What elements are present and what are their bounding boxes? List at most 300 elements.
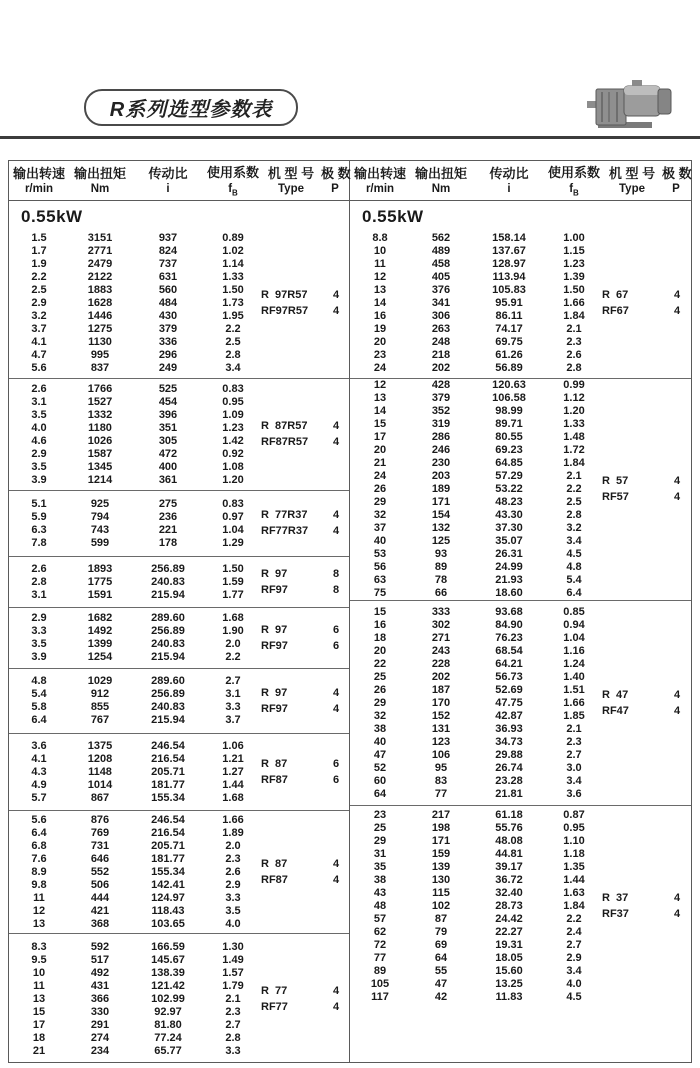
service-factor-value: 2.7 (566, 939, 582, 951)
service-factor-value: 0.94 (563, 618, 585, 631)
ratio-value: 61.18 (495, 809, 523, 821)
ratio-value: 472 (158, 447, 178, 460)
torque-value: 115 (432, 887, 450, 899)
speed-value: 117 (371, 991, 389, 1003)
table-left-half (9, 161, 350, 1062)
speed-value: 5.8 (31, 701, 47, 713)
service-factor-value: 0.92 (222, 447, 244, 460)
ratio-value: 121.42 (151, 979, 185, 992)
speed-value: 89 (373, 965, 387, 977)
model-type: RF67 (602, 305, 629, 317)
service-factor-value: 1.30 (222, 940, 244, 953)
torque-value: 263 (431, 323, 451, 335)
spec-row (350, 444, 602, 457)
service-factor-value: 1.72 (563, 444, 585, 456)
ratio-value: 26.31 (495, 548, 523, 560)
torque-value: 352 (431, 405, 451, 417)
torque-value: 3151 (87, 232, 113, 244)
service-factor-value: 1.44 (222, 778, 244, 791)
torque-value: 106 (431, 748, 451, 761)
torque-value: 376 (431, 284, 451, 296)
speed-value: 8.3 (31, 940, 47, 953)
type-row (261, 584, 349, 597)
service-factor-value: 1.40 (563, 670, 585, 683)
ratio-value: 35.07 (495, 535, 523, 547)
spec-row (350, 535, 602, 548)
ratio-value: 37.30 (495, 522, 523, 534)
torque-value: 492 (90, 966, 110, 979)
speed-value: 14 (373, 405, 387, 417)
spec-row (350, 978, 602, 991)
torque-value: 1399 (87, 638, 113, 650)
type-row (261, 1001, 349, 1014)
service-factor-value: 2.0 (225, 638, 241, 650)
torque-value: 319 (431, 418, 451, 430)
torque-value: 867 (90, 791, 110, 804)
speed-value: 4.0 (31, 421, 47, 434)
spec-row (9, 409, 261, 422)
spec-row (350, 874, 602, 887)
torque-value: 131 (431, 722, 451, 735)
type-group (602, 379, 691, 600)
ratio-value: 400 (158, 460, 178, 473)
spec-row (9, 941, 261, 954)
torque-value: 130 (431, 874, 451, 886)
spec-row (350, 470, 602, 483)
speed-value: 20 (373, 336, 387, 348)
header-service-factor: 使用系数 $f_B$ (206, 164, 259, 197)
torque-value: 592 (90, 940, 110, 953)
pole-count: 4 (673, 305, 681, 317)
speed-value: 20 (373, 644, 387, 657)
service-factor-value: 1.77 (222, 588, 244, 601)
pole-count: 4 (332, 289, 340, 301)
speed-value: 21 (373, 457, 387, 469)
ratio-value: 65.77 (154, 1044, 182, 1057)
torque-value: 152 (431, 709, 451, 722)
torque-value: 123 (431, 735, 451, 748)
torque-value: 552 (90, 865, 110, 878)
spec-row (350, 926, 602, 939)
service-factor-value: 3.1 (225, 688, 241, 700)
torque-value: 55 (434, 965, 448, 977)
spec-block (9, 811, 349, 934)
type-row (261, 420, 349, 433)
spec-row (9, 905, 261, 918)
service-factor-value: 1.79 (222, 979, 244, 992)
ratio-value: 118.43 (151, 904, 185, 917)
ratio-value: 221 (158, 523, 178, 536)
speed-value: 3.7 (31, 323, 47, 335)
speed-value: 18 (32, 1031, 46, 1044)
ratio-value: 289.60 (151, 612, 185, 624)
ratio-value: 216.54 (151, 752, 185, 765)
ratio-value: 64.85 (495, 457, 523, 469)
spec-row (350, 723, 602, 736)
service-factor-value: 1.51 (563, 683, 585, 696)
spec-row (350, 271, 602, 284)
pole-count: 4 (332, 525, 340, 537)
type-row (261, 436, 349, 449)
speed-value: 4.1 (31, 336, 47, 348)
service-factor-value: 1.48 (563, 431, 585, 443)
service-factor-value: 1.39 (563, 271, 585, 283)
service-factor-value: 3.2 (566, 522, 582, 534)
type-row (602, 491, 691, 504)
speed-value: 5.4 (31, 688, 47, 700)
spec-row (350, 952, 602, 965)
service-factor-value: 1.08 (222, 460, 244, 473)
service-factor-value: 1.73 (222, 297, 244, 309)
speed-value: 6.3 (31, 523, 47, 536)
service-factor-value: 0.99 (563, 379, 585, 391)
type-group (261, 229, 349, 378)
service-factor-value: 1.04 (222, 523, 244, 536)
service-factor-value: 2.6 (225, 865, 241, 878)
spec-row (9, 814, 261, 827)
service-factor-value: 1.50 (222, 562, 244, 575)
service-factor-value: 2.2 (225, 323, 241, 335)
service-factor-value: 1.42 (222, 434, 244, 447)
spec-row (9, 993, 261, 1006)
speed-value: 11 (374, 258, 386, 270)
model-type: RF77R37 (261, 525, 309, 537)
torque-value: 1254 (87, 651, 113, 663)
spec-row (9, 537, 261, 550)
spec-row (9, 474, 261, 487)
ratio-value: 336 (158, 336, 178, 348)
service-factor-value: 1.12 (563, 392, 585, 404)
ratio-value: 256.89 (151, 625, 185, 637)
service-factor-value: 1.68 (222, 612, 244, 624)
spec-block (9, 669, 349, 734)
speed-value: 4.7 (31, 349, 47, 361)
speed-value: 57 (373, 913, 387, 925)
pole-count: 4 (673, 491, 681, 503)
speed-value: 3.1 (31, 395, 47, 408)
ratio-value: 81.80 (154, 1018, 182, 1031)
service-factor-value: 3.4 (566, 535, 582, 547)
torque-value: 1026 (87, 434, 113, 447)
speed-value: 6.4 (31, 826, 47, 839)
speed-value: 6.4 (31, 714, 47, 726)
torque-value: 47 (434, 978, 448, 990)
torque-value: 1214 (87, 473, 113, 486)
ratio-value: 181.77 (151, 778, 185, 791)
torque-value: 2771 (87, 245, 113, 257)
ratio-value: 275 (158, 497, 178, 510)
speed-value: 19 (373, 323, 387, 335)
speed-value: 25 (373, 670, 387, 683)
torque-value: 159 (431, 848, 451, 860)
table-header-left (9, 161, 349, 201)
speed-value: 1.7 (31, 245, 47, 257)
torque-value: 1446 (87, 310, 113, 322)
torque-value: 93 (434, 548, 448, 560)
torque-value: 189 (431, 483, 451, 495)
service-factor-value: 4.8 (566, 561, 582, 573)
service-factor-value: 1.09 (222, 408, 244, 421)
spec-row (350, 788, 602, 801)
pole-count: 4 (332, 686, 340, 699)
torque-value: 1208 (87, 752, 113, 765)
model-type: R 87 (261, 757, 288, 770)
type-row (261, 774, 349, 787)
torque-value: 912 (90, 688, 110, 700)
speed-value: 2.5 (31, 284, 47, 296)
spec-row (9, 498, 261, 511)
pole-count: 4 (332, 857, 340, 870)
torque-value: 2479 (87, 258, 113, 270)
service-factor-value: 1.68 (222, 791, 244, 804)
torque-value: 77 (434, 787, 448, 800)
speed-value: 32 (373, 709, 387, 722)
pole-count: 6 (332, 773, 340, 786)
type-group (261, 608, 349, 668)
spec-row (350, 349, 602, 362)
torque-value: 995 (90, 349, 110, 361)
type-row (261, 687, 349, 700)
service-factor-value: 2.8 (225, 349, 241, 361)
power-rating: 0.55kW (362, 207, 424, 226)
model-type: RF87 (261, 773, 288, 786)
ratio-value: 361 (158, 473, 178, 486)
torque-value: 855 (90, 701, 110, 713)
speed-value: 40 (373, 535, 387, 547)
spec-row (350, 900, 602, 913)
speed-value: 77 (373, 952, 387, 964)
model-type: R 97 (261, 567, 288, 580)
spec-row (350, 362, 602, 375)
spec-row (9, 336, 261, 349)
ratio-value: 120.63 (492, 379, 526, 391)
speed-value: 3.5 (31, 638, 47, 650)
pole-count: 4 (673, 688, 681, 701)
spec-row (9, 310, 261, 323)
ratio-value: 47.75 (495, 696, 523, 709)
service-factor-value: 1.33 (222, 271, 244, 283)
pole-count: 4 (332, 305, 340, 317)
page-title: R系列选型参数表 (109, 99, 273, 121)
service-factor-value: 2.7 (566, 748, 582, 761)
torque-value: 271 (431, 631, 451, 644)
torque-value: 379 (431, 392, 451, 404)
service-factor-value: 3.7 (225, 714, 241, 726)
ratio-value: 525 (158, 382, 178, 395)
spec-row (9, 461, 261, 474)
ratio-value: 52.69 (495, 683, 523, 696)
ratio-value: 145.67 (151, 953, 185, 966)
torque-value: 1332 (87, 408, 113, 421)
speed-value: 29 (373, 496, 387, 508)
torque-value: 125 (431, 535, 451, 547)
ratio-value: 236 (158, 510, 178, 523)
ratio-value: 84.90 (495, 618, 523, 631)
speed-value: 7.8 (31, 536, 47, 549)
type-group (602, 806, 691, 1006)
spec-row (350, 483, 602, 496)
spec-row (9, 792, 261, 805)
pole-count: 6 (332, 639, 340, 652)
spec-row (9, 625, 261, 638)
service-factor-value: 1.20 (222, 473, 244, 486)
torque-value: 1130 (88, 336, 112, 348)
type-row (261, 289, 349, 302)
ratio-value: 351 (158, 421, 178, 434)
spec-row (9, 576, 261, 589)
ratio-value: 92.97 (154, 1005, 182, 1018)
ratio-value: 76.23 (495, 631, 523, 644)
torque-value: 837 (90, 362, 110, 374)
spec-row (9, 688, 261, 701)
ratio-value: 631 (158, 271, 178, 283)
model-type: RF87 (261, 873, 288, 886)
ratio-value: 56.89 (495, 362, 523, 374)
torque-value: 228 (431, 657, 451, 670)
model-type: RF97R57 (261, 305, 309, 317)
speed-value: 9.5 (31, 953, 47, 966)
ratio-value: 55.76 (495, 822, 523, 834)
header-torque: 输出扭矩 Nm (73, 165, 126, 196)
header-ratio: 传动比 i (489, 165, 529, 196)
type-row (261, 758, 349, 771)
speed-value: 9.8 (31, 878, 47, 891)
torque-value: 368 (90, 917, 110, 930)
spec-row (350, 323, 602, 336)
speed-value: 29 (373, 835, 387, 847)
speed-value: 5.7 (31, 791, 47, 804)
ratio-value: 454 (158, 395, 178, 408)
torque-value: 769 (90, 826, 110, 839)
model-type: RF97 (261, 639, 288, 652)
title-divider (0, 136, 700, 139)
ratio-value: 23.28 (495, 774, 523, 787)
ratio-value: 80.55 (495, 431, 523, 443)
spec-row (350, 392, 602, 405)
service-factor-value: 1.02 (222, 245, 244, 257)
type-group (261, 734, 349, 810)
service-factor-value: 1.90 (222, 625, 244, 637)
torque-value: 234 (90, 1044, 110, 1057)
service-factor-value: 2.8 (566, 362, 582, 374)
spec-row (9, 448, 261, 461)
ratio-value: 69.75 (495, 336, 523, 348)
torque-value: 64 (434, 952, 448, 964)
speed-value: 3.1 (31, 588, 47, 601)
ratio-value: 216.54 (151, 826, 185, 839)
ratio-value: 36.72 (495, 874, 523, 886)
ratio-value: 484 (158, 297, 178, 309)
torque-value: 1148 (88, 765, 112, 778)
pole-count: 4 (673, 891, 681, 904)
spec-row (350, 405, 602, 418)
speed-value: 4.1 (31, 752, 47, 765)
speed-value: 3.9 (31, 651, 47, 663)
spec-row (350, 991, 602, 1004)
torque-value: 248 (431, 336, 451, 348)
model-type: R 97 (261, 623, 288, 636)
spec-block (350, 379, 691, 601)
torque-value: 431 (90, 979, 110, 992)
speed-value: 60 (373, 774, 387, 787)
service-factor-value: 2.9 (225, 878, 241, 891)
type-group (261, 811, 349, 933)
spec-block (350, 806, 691, 1064)
model-type: RF77 (261, 1000, 288, 1013)
page-title-badge (84, 89, 298, 126)
ratio-value: 240.83 (151, 701, 185, 713)
speed-value: 2.9 (31, 612, 47, 624)
speed-value: 16 (373, 618, 387, 631)
torque-value: 405 (431, 271, 451, 283)
spec-row (9, 524, 261, 537)
torque-value: 458 (431, 258, 451, 270)
ratio-value: 142.41 (151, 878, 185, 891)
ratio-value: 64.21 (495, 657, 523, 670)
speed-value: 3.6 (31, 739, 47, 752)
spec-row (350, 861, 602, 874)
service-factor-value: 1.59 (222, 575, 244, 588)
spec-row (9, 675, 261, 688)
table-right-half (350, 161, 691, 1062)
torque-value: 1628 (87, 297, 113, 309)
spec-block (350, 601, 691, 806)
service-factor-value: 2.5 (225, 336, 241, 348)
spec-row (350, 887, 602, 900)
speed-value: 43 (373, 887, 387, 899)
service-factor-value: 1.66 (563, 297, 585, 309)
spec-row (9, 840, 261, 853)
speed-value: 5.6 (31, 813, 47, 826)
torque-value: 89 (434, 561, 448, 573)
model-type: R 77R37 (261, 509, 308, 521)
speed-value: 4.8 (31, 675, 47, 687)
ratio-value: 34.73 (495, 735, 523, 748)
ratio-value: 61.26 (495, 349, 523, 361)
speed-value: 23 (373, 349, 387, 361)
service-factor-value: 1.89 (222, 826, 244, 839)
speed-value: 13 (373, 392, 387, 404)
ratio-value: 56.73 (495, 670, 523, 683)
torque-value: 1527 (87, 395, 113, 408)
type-row (261, 985, 349, 998)
spec-row (9, 779, 261, 792)
torque-value: 743 (90, 523, 110, 536)
ratio-value: 98.99 (495, 405, 523, 417)
spec-row (350, 561, 602, 574)
spec-row (350, 457, 602, 470)
ratio-value: 240.83 (151, 638, 185, 650)
spec-row (9, 612, 261, 625)
header-ratio: 传动比 i (148, 165, 188, 196)
speed-value: 11 (33, 979, 45, 992)
type-group (261, 669, 349, 733)
ratio-value: 246.54 (151, 813, 185, 826)
torque-value: 794 (90, 510, 110, 523)
service-factor-value: 1.27 (222, 765, 244, 778)
service-factor-value: 2.1 (566, 470, 582, 482)
speed-value: 63 (373, 574, 387, 586)
torque-value: 1180 (88, 421, 112, 434)
service-factor-value: 1.10 (563, 835, 585, 847)
service-factor-value: 2.1 (566, 722, 582, 735)
ratio-value: 215.94 (151, 651, 185, 663)
ratio-value: 15.60 (495, 965, 523, 977)
torque-value: 306 (431, 310, 451, 322)
spec-row (9, 954, 261, 967)
speed-value: 15 (32, 1005, 46, 1018)
service-factor-value: 2.2 (566, 913, 582, 925)
